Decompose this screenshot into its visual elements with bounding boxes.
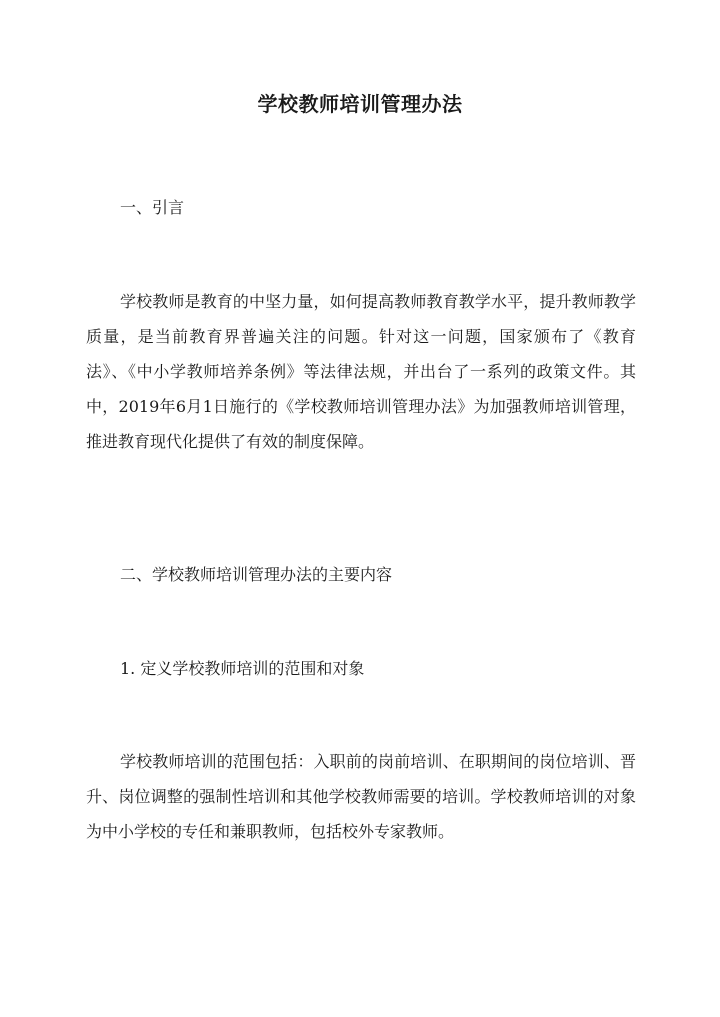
document-title: 学校教师培训管理办法	[257, 92, 463, 116]
introduction-paragraph: 学校教师是教育的中坚力量，如何提高教师教育教学水平，提升教师教学质量，是当前教育界普遍关注的问题。针对这一问题，国家颁布了《教育法》、《中小学教师培养条例》等法律法规，并出台了一系列的政策文件。其中，2019年6月1日施行的《学校教师培训管理办法》为加强教师培训管理，推进教育现代化提供了有效的制度保障。	[86, 292, 636, 451]
section-heading-main-content: 二、学校教师培训管理办法的主要内容	[120, 565, 393, 584]
scope-paragraph: 学校教师培训的范围包括：入职前的岗前培训、在职期间的岗位培训、晋升、岗位调整的强制性培训和其他学校教师需要的培训。学校教师培训的对象为中小学校的专任和兼职教师，包括校外专家教师。	[86, 752, 636, 841]
subsection-heading-scope: 1. 定义学校教师培训的范围和对象	[120, 659, 365, 678]
section-heading-introduction: 一、引言	[120, 198, 185, 217]
